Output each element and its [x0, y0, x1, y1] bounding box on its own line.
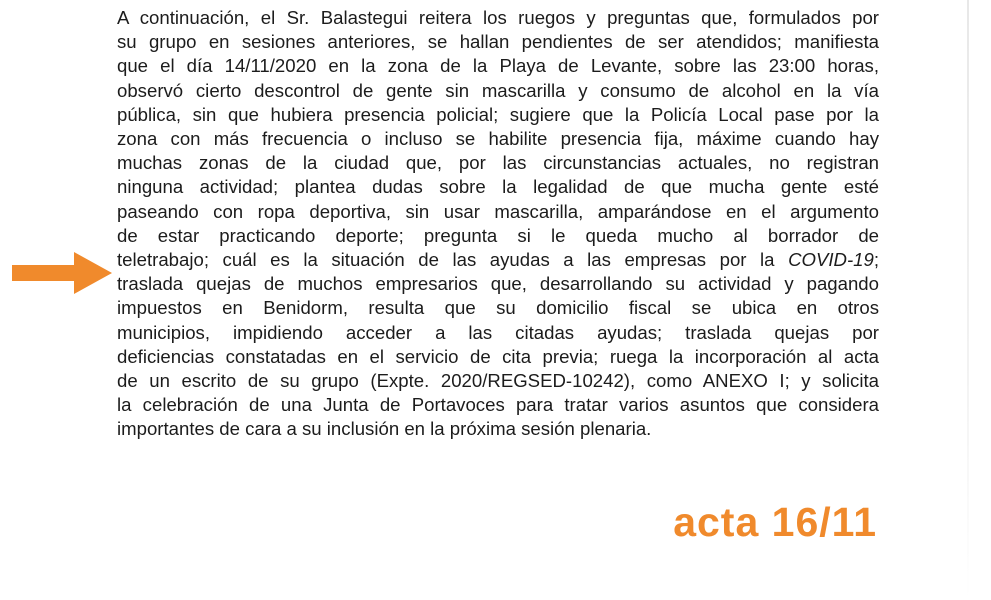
scan-edge-shadow — [967, 0, 969, 600]
right-arrow-icon — [12, 252, 112, 294]
text-line-start: teletrabajo; cuál es la situación de las ayudas a las empresas por la — [117, 249, 775, 271]
arrow-shape — [12, 252, 112, 294]
term-suffix: ; — [873, 249, 879, 271]
text-line: de un escrito de su grupo (Expte. 2020/REGSED-10242), como ANEXO I; y solicita — [117, 370, 879, 392]
text-line: ninguna actividad; plantea dudas sobre la legalidad de que mucha gente esté — [117, 176, 879, 198]
text-line: observó cierto descontrol de gente sin mascarilla y consumo de alcohol en la vía — [117, 79, 879, 101]
text-line: deficiencias constatadas en el servicio de cita previa; ruega la incorporación al acta — [117, 345, 879, 367]
text-line: A continuación, el Sr. Balastegui reitera los ruegos y preguntas que, formulados por — [117, 7, 879, 28]
covid-term: COVID-19 — [788, 249, 874, 271]
text-line: su grupo en sesiones anteriores, se hallan pendientes de ser atendidos; manifiesta — [117, 31, 879, 53]
text-line: que el día 14/11/2020 en la zona de la Playa de Levante, sobre las 23:00 horas, — [117, 55, 879, 77]
text-line: municipios, impidiendo acceder a las citadas ayudas; traslada quejas por — [117, 321, 879, 343]
acta-date-stamp: acta 16/11 — [673, 499, 877, 545]
text-line: muchas zonas de la ciudad que, por las circunstancias actuales, no registran — [117, 152, 879, 174]
text-line: zona con más frecuencia o incluso se habilite presencia fija, máxime cuando hay — [117, 128, 879, 150]
minutes-paragraph — [117, 6, 879, 442]
text-line: la celebración de una Junta de Portavoces para tratar varios asuntos que considera — [117, 394, 879, 416]
text-line: paseando con ropa deportiva, sin usar mascarilla, amparándose en el argumento — [117, 200, 879, 222]
text-line: pública, sin que hubiera presencia policial; sugiere que la Policía Local pase por la — [117, 103, 879, 125]
text-line: impuestos en Benidorm, resulta que su domicilio fiscal se ubica en otros — [117, 297, 879, 319]
text-line: importantes de cara a su inclusión en la próxima sesión plenaria. — [117, 418, 652, 440]
highlighted-text-line — [117, 248, 879, 272]
text-line: de estar practicando deporte; pregunta si le queda mucho al borrador de — [117, 224, 879, 246]
text-line: traslada quejas de muchos empresarios que, desarrollando su actividad y pagando — [117, 273, 879, 295]
